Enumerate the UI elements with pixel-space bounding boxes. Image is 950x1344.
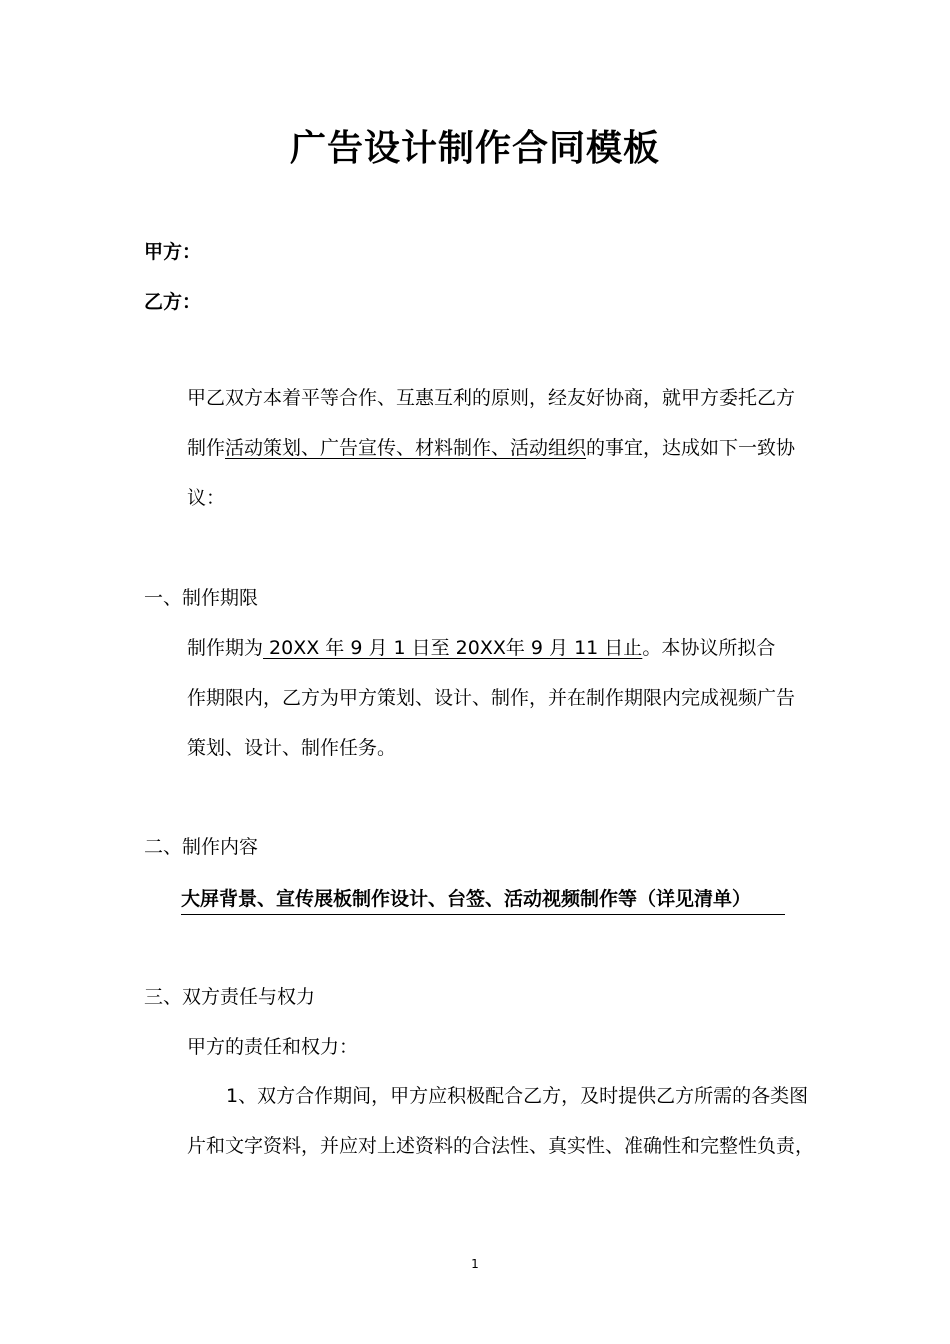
section-1-line-1-suffix: 。本协议所拟合 <box>642 637 776 659</box>
preamble-line-1: 甲乙双方本着平等合作、互惠互利的原则，经友好协商，就甲方委托乙方 <box>187 387 796 409</box>
section-3-item-1-line-1: 1、双方合作期间，甲方应积极配合乙方，及时提供乙方所需的各类图 <box>226 1085 809 1107</box>
section-1-line-1-prefix: 制作期为 <box>187 637 264 659</box>
production-period-dates: 20XX 年 9 月 1 日至 20XX年 9 月 11 日止 <box>263 637 643 659</box>
section-3-item-1-line-2: 片和文字资料，并应对上述资料的合法性、真实性、准确性和完整性负责， <box>187 1135 815 1157</box>
section-2-heading: 二、制作内容 <box>144 836 259 858</box>
preamble-line-3: 议： <box>187 487 226 509</box>
page-number: 1 <box>471 1257 479 1271</box>
section-1-heading: 一、制作期限 <box>144 587 259 609</box>
section-1-line-3: 策划、设计、制作任务。 <box>187 737 397 759</box>
section-3-subheading: 甲方的责任和权力： <box>187 1036 359 1058</box>
preamble-line-2-suffix: 的事宜，达成如下一致协 <box>586 437 796 459</box>
party-a-label: 甲方： <box>144 241 202 263</box>
section-1-line-1 <box>187 636 775 660</box>
section-3-heading: 三、双方责任与权力 <box>144 986 316 1008</box>
section-1-line-2: 作期限内，乙方为甲方策划、设计、制作，并在制作期限内完成视频广告 <box>187 687 796 709</box>
preamble-line-2 <box>187 436 795 460</box>
document-title: 广告设计制作合同模板 <box>289 128 660 169</box>
preamble-line-2-prefix: 制作 <box>187 437 226 459</box>
preamble-underlined-scope: 活动策划、广告宣传、材料制作、活动组织 <box>225 437 587 459</box>
party-b-label: 乙方： <box>144 291 202 313</box>
production-content: 大屏背景、宣传展板制作设计、台签、活动视频制作等（详见清单） <box>181 884 785 915</box>
